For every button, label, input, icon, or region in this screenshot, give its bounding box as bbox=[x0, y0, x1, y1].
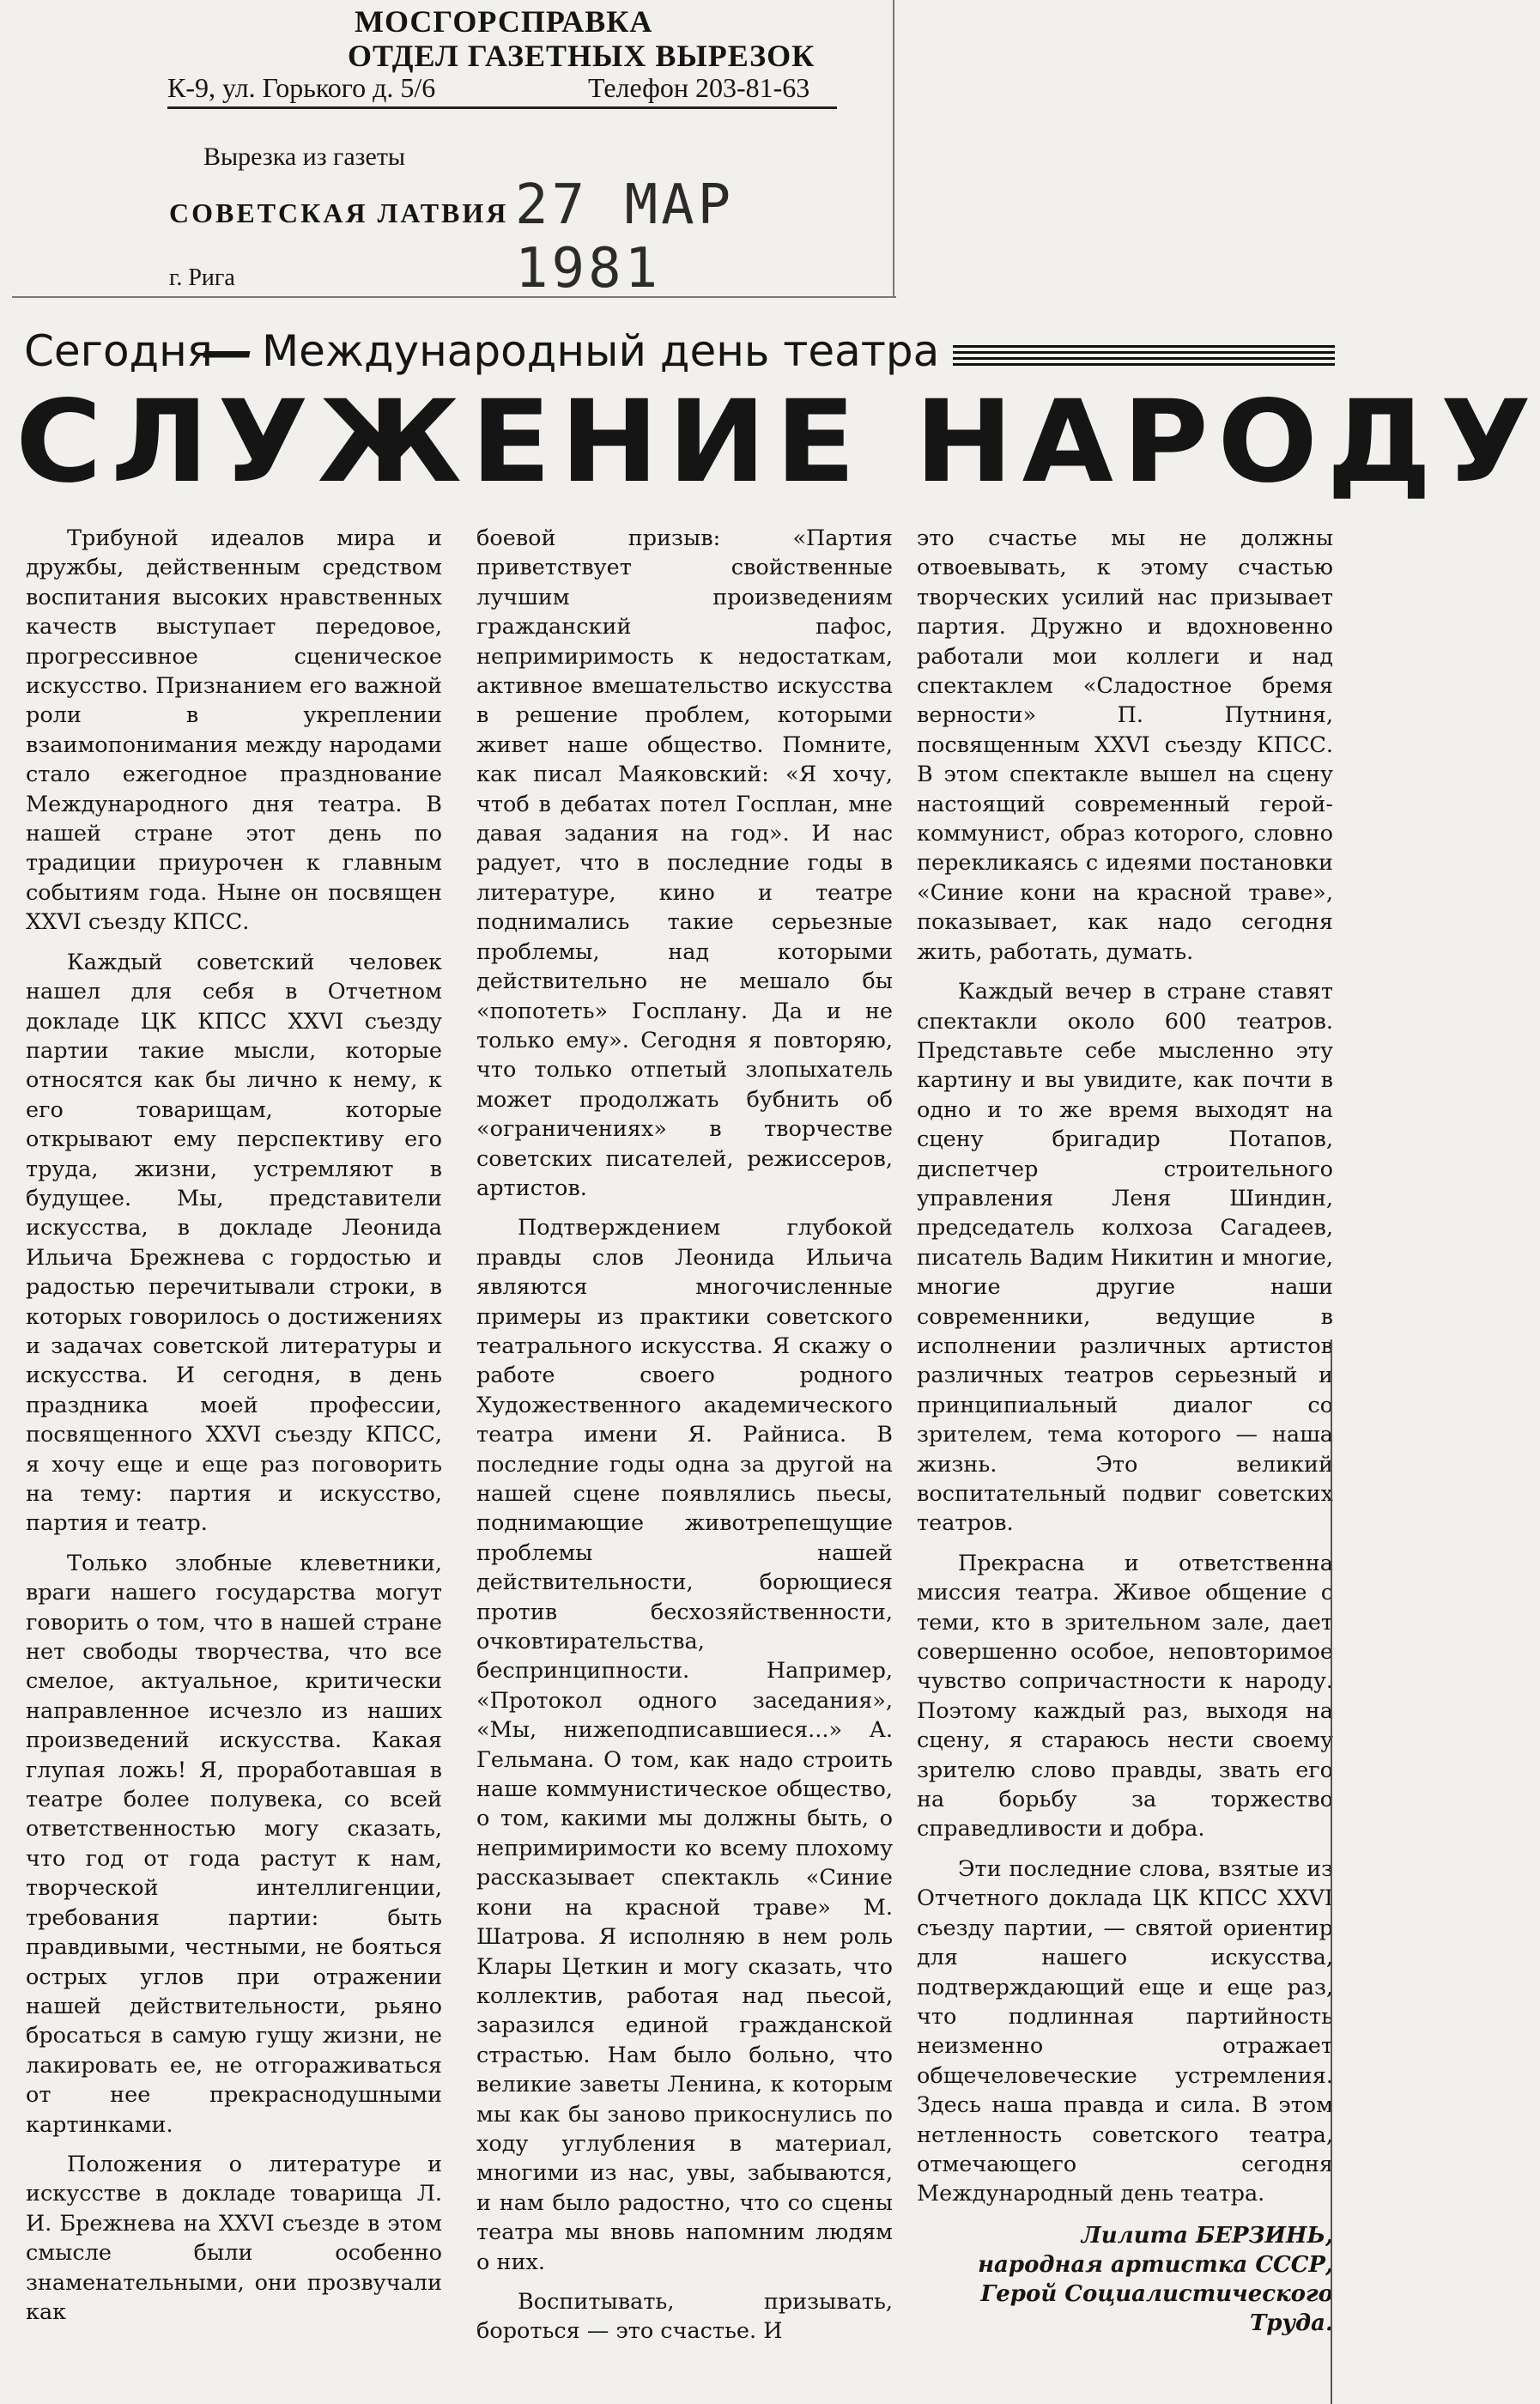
clip-edge-horizontal bbox=[12, 296, 896, 298]
article-column-3 bbox=[917, 524, 1333, 2395]
stamp-rule bbox=[167, 106, 837, 109]
paragraph: Подтверждением глубокой правды слов Леонида Ильича являются многочисленные примеры из практики советского театрального искусства. Я скажу о работе своего родного Художественного академического театра имени Я. Райниса. В последние годы одна за другой на нашей сцене появлялись пьесы, поднимающие животрепещущие проблемы нашей действительности, борющиеся против бесхозяйственности, очковтирательства, беспринципности. Например, «Протокол одного заседания», «Мы, нижеподписавшиеся...» А. Гельмана. О том, как надо строить наше коммунистическое общество, о том, какими мы должны быть, о непримиримости ко всему плохому рассказывает спектакль «Синие кони на красной траве» М. Шатрова. Я исполняю в нем роль Клары Цеткин и могу сказать, что коллектив, работая над пьесой, заразился единой гражданской страстью. Нам было больно, что великие заветы Ленина, к которым мы как бы заново прикоснулись по ходу углубления в материал, многими из нас, увы, забываются, и нам было радостно, что со сцены театра мы вновь напомним людям о них. bbox=[476, 1215, 893, 2275]
kicker-rest: Международный день театра bbox=[262, 326, 940, 376]
clip-edge-vertical bbox=[893, 0, 894, 296]
author-title: народная артистка СССР, bbox=[978, 2251, 1333, 2278]
kicker-rules bbox=[953, 345, 1335, 366]
stamp-phone: Телефон 203-81-63 bbox=[588, 72, 810, 103]
article-column-1 bbox=[26, 524, 442, 2395]
clip-date: 27 МАР 1981 bbox=[515, 173, 735, 300]
stamp-address: К-9, ул. Горького д. 5/6 bbox=[167, 72, 436, 103]
headline: СЛУЖЕНИЕ НАРОДУ bbox=[15, 376, 1540, 508]
paragraph: Каждый советский человек нашел для себя в Отчетном докладе ЦК КПСС XXVI съезду партии такие мысли, которые относятся как бы лично к нему, к его товарищам, которые открывают ему перспективу его труда, жизни, устремляют в будущее. Мы, представители искусства, в докладе Леонида Ильича Брежнева с гордостью и радостью перечитывали строки, в которых говорилось о достижениях и задачах советской литературы и искусства. И сегодня, в день праздника моей профессии, посвященного XXVI съезду КПСС, я хочу еще и еще раз поговорить на тему: партия и искусство, партия и театр. bbox=[26, 949, 442, 1537]
kicker-dash: — bbox=[202, 321, 253, 381]
kicker-lead: Сегодня bbox=[24, 326, 213, 376]
paragraph: боевой призыв: «Партия приветствует свойственные лучшим произведениям гражданский пафос, непримиримость к недостаткам, активное вмешательство искусства в решение проблем, которыми живет наше общество. Помните, как писал Маяковский: «Я хочу, чтоб в дебатах потел Госплан, мне давая задания на год». И нас радует, что в последние годы в литературе, кино и театре поднимались такие серьезные проблемы, над которыми действительно не мешало бы «попотеть» Госплану. Да и не только ему». Сегодня я повторяю, что только отпетый злопыхатель может продолжать бубнить об «ограничениях» в творчестве советских писателей, режиссеров, артистов. bbox=[476, 525, 893, 1201]
paragraph: Только злобные клеветники, враги нашего государства могут говорить о том, что в нашей стране нет свободы творчества, что все смелое, актуальное, критически направленное исчезло из наших произведений искусства. Какая глупая ложь! Я, проработавшая в театре более полувека, со всей ответственностью могу сказать, что год от года растут к нам, творческой интеллигенции, требования партии: быть правдивыми, честными, не бояться острых углов при отражении нашей действительности, рьяно бросаться в самую гущу жизни, не лакировать ее, не отгораживаться от нее прекраснодушными картинками. bbox=[26, 1550, 442, 2138]
clip-label: Вырезка из газеты bbox=[203, 143, 406, 171]
author-name: Лилита БЕРЗИНЬ, bbox=[1081, 2222, 1333, 2249]
stamp-organization: МОСГОРСПРАВКА bbox=[355, 4, 653, 39]
paragraph: Прекрасна и ответственна миссия театра. Живое общение с теми, кто в зрительном зале, дает совершенно особое, неповторимое чувство сопричастности к народу. Поэтому каждый раз, выходя на сцену, я стараюсь нести своему зрителю слово правды, звать его на борьбу за торжество справедливости и добра. bbox=[917, 1550, 1333, 1842]
newspaper-name: СОВЕТСКАЯ ЛАТВИЯ bbox=[169, 197, 509, 228]
column-divider bbox=[1331, 1339, 1332, 2404]
author-honor: Герой Социалистического Труда. bbox=[980, 2280, 1333, 2336]
clipping-service-stamp bbox=[167, 0, 854, 300]
paragraph: Положения о литературе и искусстве в докладе товарища Л. И. Брежнева на XXVI съезде в этом смысле были особенно знаменательными, они прозвучали как bbox=[26, 2151, 442, 2325]
paragraph: Трибуной идеалов мира и дружбы, действенным средством воспитания высоких нравственных качеств выступает передовое, прогрессивное сценическое искусство. Признанием его важной роли в укреплении взаимопонимания между народами стало ежегодное празднование Международного дня театра. В нашей стране этот день по традиции приурочен к главным событиям года. Ныне он посвящен XXVI съезду КПСС. bbox=[26, 525, 442, 936]
stamp-department: ОТДЕЛ ГАЗЕТНЫХ ВЫРЕЗОК bbox=[348, 39, 815, 73]
paragraph: это счастье мы не должны отвоевывать, к этому счастью творческих усилий нас призывает партия. Дружно и вдохновенно работали мои коллеги и над спектаклем «Сладостное бремя верности» П. Путниня, посвященным XXVI съезду КПСС. В этом спектакле вышел на сцену настоящий современный герой-коммунист, образ которого, словно перекликаясь с идеями постановки «Синие кони на красной траве», показывает, как надо сегодня жить, работать, думать. bbox=[917, 525, 1333, 965]
article-column-2 bbox=[476, 524, 893, 2395]
paragraph: Воспитывать, призывать, бороться — это счастье. И bbox=[476, 2288, 893, 2345]
paragraph: Каждый вечер в стране ставят спектакли около 600 театров. Представьте себе мысленно эту картину и вы увидите, как почти в одно и то же время выходят на сцену бригадир Потапов, диспетчер строительного управления Леня Шиндин, председатель колхоза Сагадеев, писатель Вадим Никитин и многие, многие другие наши современники, ведущие в исполнении различных артистов различных театров серьезный и принципиальный диалог со зрителем, тема которого — наша жизнь. Это великий воспитательный подвиг советских театров. bbox=[917, 979, 1333, 1537]
clip-city: г. Рига bbox=[169, 264, 235, 291]
author-signature bbox=[917, 2221, 1333, 2338]
paragraph: Эти последние слова, взятые из Отчетного доклада ЦК КПСС XXVI съезду партии, — святой ориентир для нашего искусства, подтверждающий еще и еще раз, что подлинная партийность неизменно отражает общечеловеческие устремления. Здесь наша правда и сила. В этом нетленность советского театра, отмечающего сегодня Международный день театра. bbox=[917, 1855, 1333, 2207]
